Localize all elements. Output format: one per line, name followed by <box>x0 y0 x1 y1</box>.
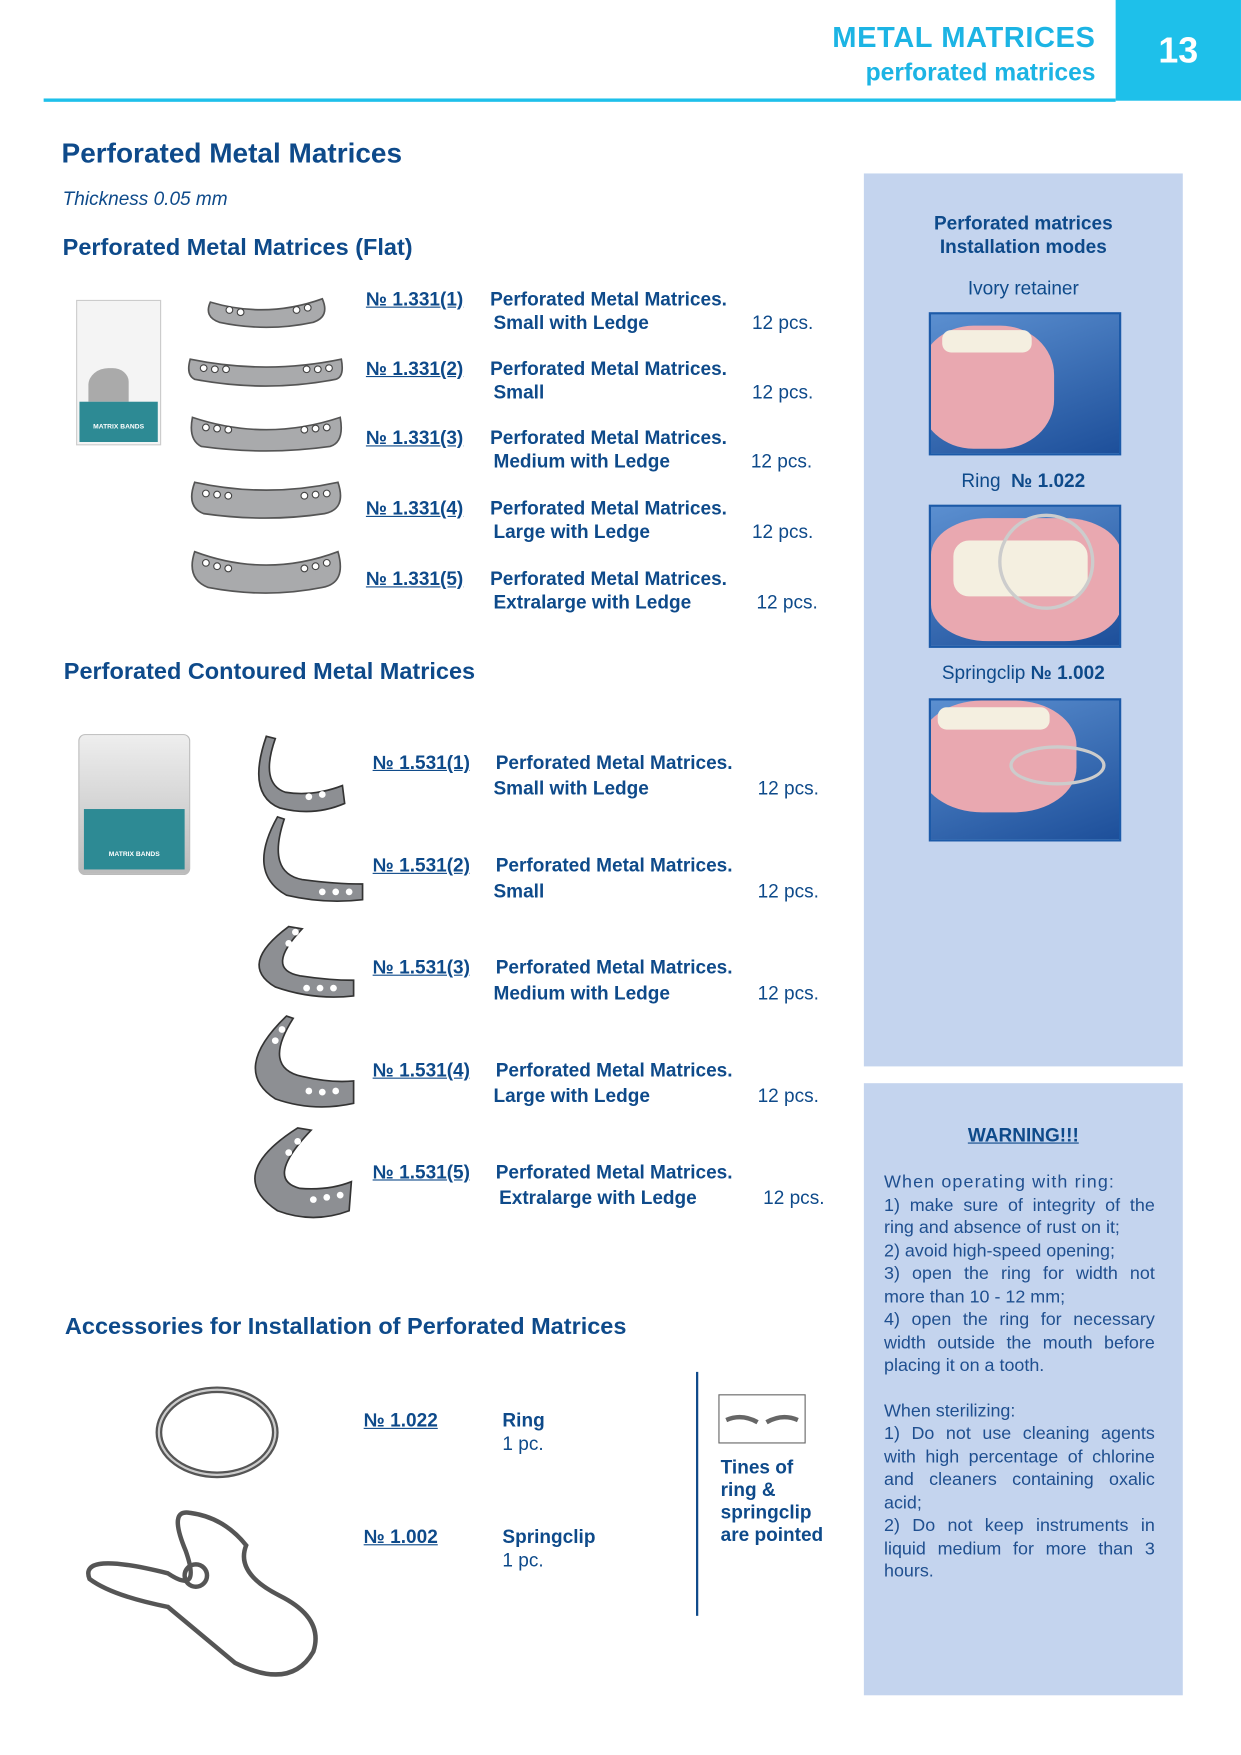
springclip-photo <box>929 698 1121 841</box>
page-number: 13 <box>1116 0 1241 101</box>
product-code[interactable]: № 1.331(1) <box>365 288 464 310</box>
thickness-note: Thickness 0.05 mm <box>62 187 228 210</box>
flat-package-image: MATRIX BANDS <box>76 300 161 445</box>
ring-photo <box>929 505 1121 648</box>
page-title: Perforated Metal Matrices <box>61 137 403 169</box>
product-code[interactable]: № 1.531(5) <box>372 1161 470 1183</box>
flat-matrices-image <box>179 285 347 610</box>
accessories-section-title: Accessories for Installation of Perforated Matrices <box>64 1313 627 1340</box>
installation-modes-panel <box>864 173 1183 1066</box>
product-code[interactable]: № 1.022 <box>363 1409 438 1432</box>
product-code[interactable]: № 1.331(4) <box>365 497 464 520</box>
contoured-section-title: Perforated Contoured Metal Matrices <box>63 659 476 685</box>
panel-title: Perforated matrices Installation modes <box>933 212 1113 258</box>
mode-springclip-label: Springclip № 1.002 <box>941 662 1105 684</box>
product-code[interactable]: № 1.331(2) <box>365 358 464 380</box>
mode-ivory-label: Ivory retainer <box>967 277 1079 299</box>
warning-title: WARNING!!! <box>967 1124 1079 1146</box>
tines-image <box>718 1394 805 1443</box>
warning-text: When operating with ring: 1) make sure of integrity of the ring and absence of rust on it; 2) avoid high-speed opening; 3) open the ring for width not more than 10 - 12 mm; 4) open the ring for necessary width outside the mouth before placing it on a tooth. When sterilizing: 1) Do not use cleaning agents with high percentage of chlorine and cleaners containing oxalic acid; 2) Do not keep instruments in liquid medium for more than 3 hours. <box>884 1172 1155 1582</box>
product-code[interactable]: № 1.331(3) <box>365 427 464 449</box>
product-code[interactable]: № 1.002 <box>363 1526 438 1548</box>
tines-note: Tines of ring & springclip are pointed <box>720 1456 824 1546</box>
ring-springclip-image <box>78 1383 324 1691</box>
product-code[interactable]: № 1.531(4) <box>372 1059 470 1081</box>
header-subtitle: perforated matrices <box>865 58 1096 87</box>
warning-panel <box>864 1083 1183 1695</box>
product-code[interactable]: № 1.531(3) <box>372 956 470 979</box>
accessories-divider <box>696 1372 698 1616</box>
header-divider <box>44 98 1116 101</box>
ivory-retainer-photo <box>929 312 1121 455</box>
header-title: METAL MATRICES <box>832 20 1096 54</box>
contoured-package-image: MATRIX BANDS <box>78 734 190 875</box>
product-code[interactable]: № 1.531(1) <box>372 751 470 774</box>
product-code[interactable]: № 1.531(2) <box>372 854 470 877</box>
mode-ring-label: Ring № 1.022 <box>961 469 1086 492</box>
product-code[interactable]: № 1.331(5) <box>365 568 464 590</box>
flat-section-title: Perforated Metal Matrices (Flat) <box>62 234 413 261</box>
contoured-matrices-image <box>235 727 369 1225</box>
